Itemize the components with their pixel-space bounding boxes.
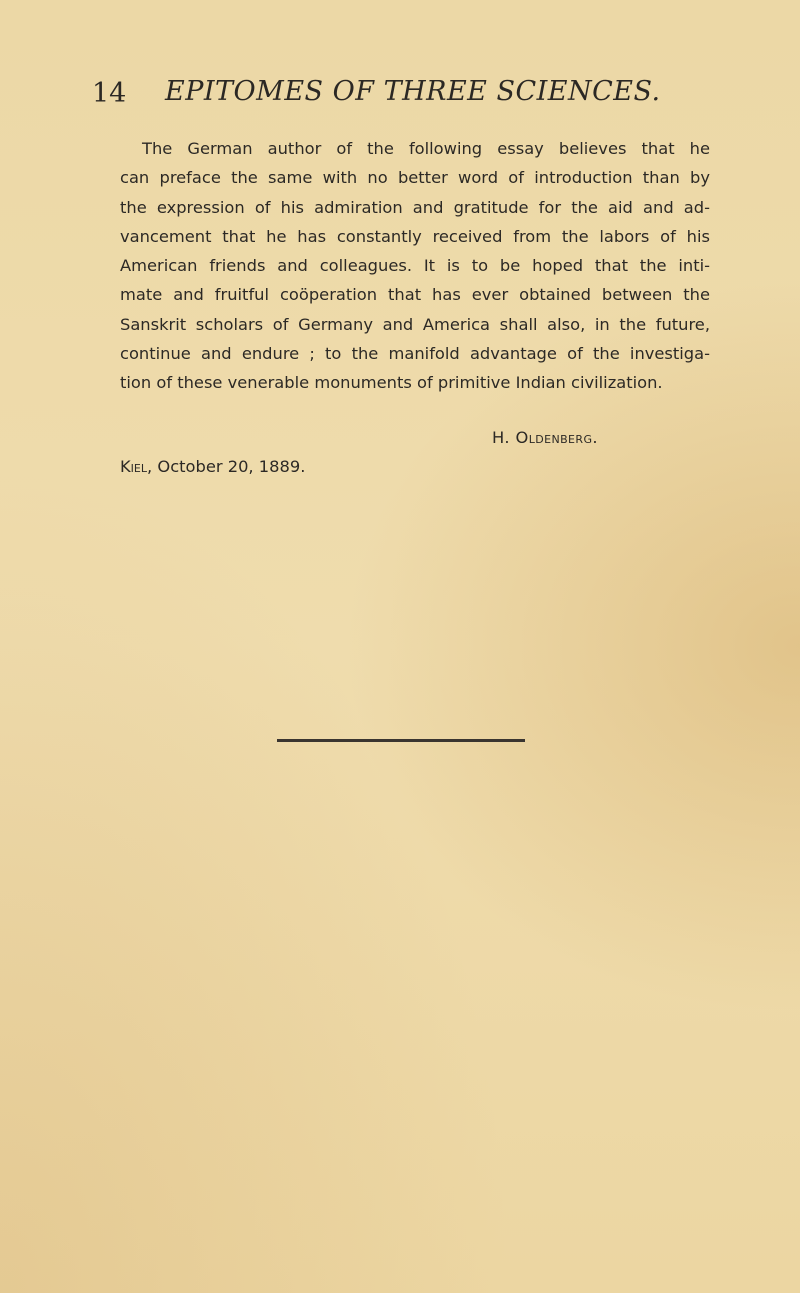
running-head: [92, 76, 661, 116]
text-line: tion of these venerable monuments of primitive Indian civilization.: [120, 373, 663, 393]
text-line: mate and fruitful coöperation that has ever obtained between the: [120, 285, 710, 305]
page-number: 14: [92, 78, 127, 109]
text-line: vancement that he has constantly received from the labors of his: [120, 226, 710, 246]
date: October 20, 1889.: [157, 457, 306, 476]
text-line: The German author of the following essay believes that he: [142, 139, 710, 158]
text-line: continue and endure ; to the manifold advantage of the investiga-: [120, 344, 710, 364]
running-title: EPITOMES OF THREE SCIENCES.: [165, 76, 661, 107]
place-date-line: [120, 457, 305, 476]
text-line: can preface the same with no better word of introduction than by: [120, 168, 710, 188]
text-line: Sanskrit scholars of Germany and America shall also, in the future,: [120, 314, 710, 334]
text-line: American friends and colleagues. It is to be hoped that the inti-: [120, 256, 710, 276]
author-signature: H. Oldenberg.: [492, 428, 598, 447]
place: Kiel,: [120, 457, 153, 476]
body-paragraph: [120, 134, 710, 398]
text-line: the expression of his admiration and gratitude for the aid and ad-: [120, 197, 710, 217]
section-divider-rule: [277, 739, 525, 742]
